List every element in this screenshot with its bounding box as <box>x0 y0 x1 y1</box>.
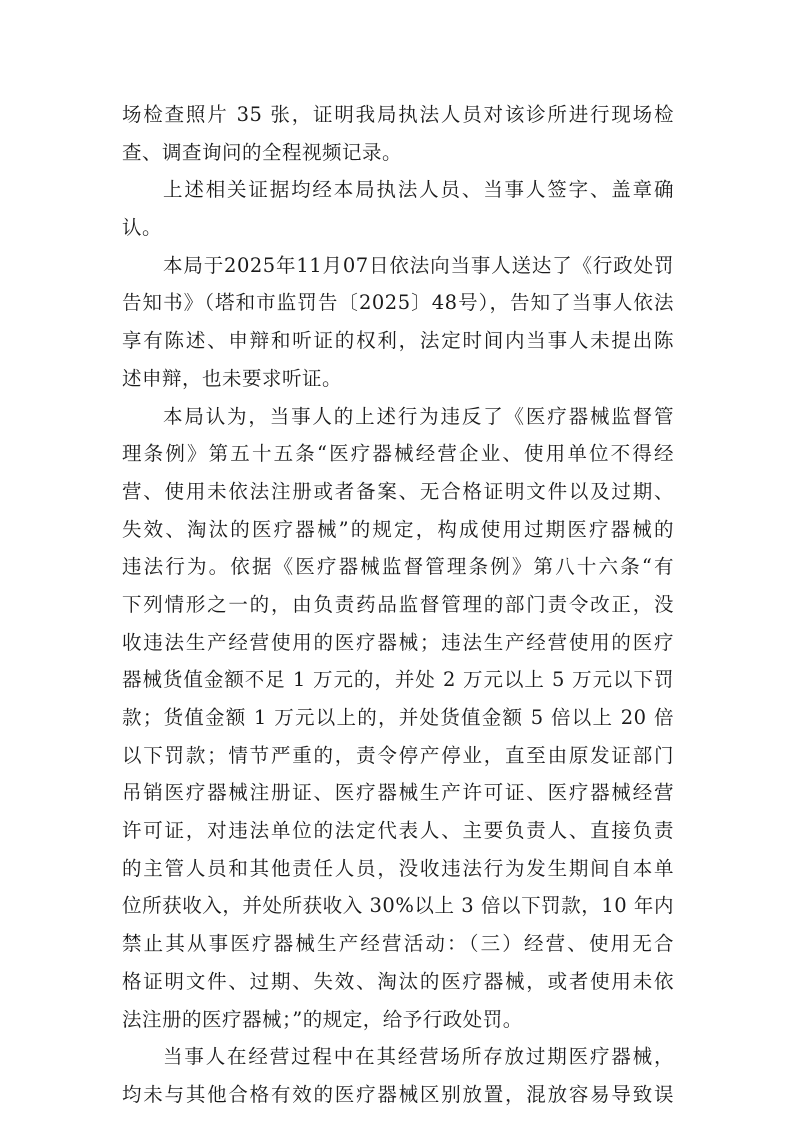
text-line: 营、使用未依法注册或者备案、无合格证明文件以及过期、 <box>122 479 674 503</box>
text-line: 上述相关证据均经本局执法人员、当事人签字、盖章确 <box>163 178 674 202</box>
text-line: 违法行为。依据《医疗器械监督管理条例》第八十六条“有 <box>122 555 674 579</box>
text-line: 认。 <box>122 216 163 240</box>
text-line: 法注册的医疗器械；”的规定，给予行政处罚。 <box>122 1007 523 1031</box>
text-line: 下列情形之一的，由负责药品监督管理的部门责令改正，没 <box>122 592 674 616</box>
text-line: 吊销医疗器械注册证、医疗器械生产许可证、医疗器械经营 <box>122 781 674 805</box>
text-line: 格证明文件、过期、失效、淘汰的医疗器械，或者使用未依 <box>122 969 674 993</box>
document-page <box>122 96 674 1114</box>
text-line: 失效、淘汰的医疗器械”的规定，构成使用过期医疗器械的 <box>122 517 674 541</box>
text-line: 查、调查询问的全程视频记录。 <box>122 140 403 164</box>
text-line: 述申辩，也未要求听证。 <box>122 366 343 390</box>
text-line: 许可证，对违法单位的法定代表人、主要负责人、直接负责 <box>122 819 674 843</box>
text-line: 款；货值金额 1 万元以上的，并处货值金额 5 倍以上 20 倍 <box>122 706 674 729</box>
text-line: 理条例》第五十五条“医疗器械经营企业、使用单位不得经 <box>122 442 674 466</box>
text-line: 以下罚款；情节严重的，责令停产停业，直至由原发证部门 <box>122 743 674 767</box>
text-line: 位所获收入，并处所获收入 30%以上 3 倍以下罚款，10 年内 <box>122 894 674 918</box>
text-line: 收违法生产经营使用的医疗器械；违法生产经营使用的医疗 <box>122 630 674 654</box>
text-line: 场检查照片 35 张，证明我局执法人员对该诊所进行现场检 <box>122 103 674 126</box>
text-line: 均未与其他合格有效的医疗器械区别放置，混放容易导致误 <box>122 1082 674 1106</box>
text-line: 享有陈述、申辩和听证的权利，法定时间内当事人未提出陈 <box>122 329 674 353</box>
text-line: 当事人在经营过程中在其经营场所存放过期医疗器械， <box>163 1045 674 1069</box>
text-line: 器械货值金额不足 1 万元的，并处 2 万元以上 5 万元以下罚 <box>122 668 674 692</box>
text-line: 告知书》（塔和市监罚告〔2025〕48号），告知了当事人依法 <box>122 291 674 315</box>
text-line: 禁止其从事医疗器械生产经营活动：（三）经营、使用无合 <box>122 932 674 956</box>
text-line: 的主管人员和其他责任人员，没收违法行为发生期间自本单 <box>122 856 674 880</box>
text-line: 本局认为，当事人的上述行为违反了《医疗器械监督管 <box>163 404 674 428</box>
text-line: 本局于2025年11月07日依法向当事人送达了《行政处罚 <box>163 253 674 277</box>
